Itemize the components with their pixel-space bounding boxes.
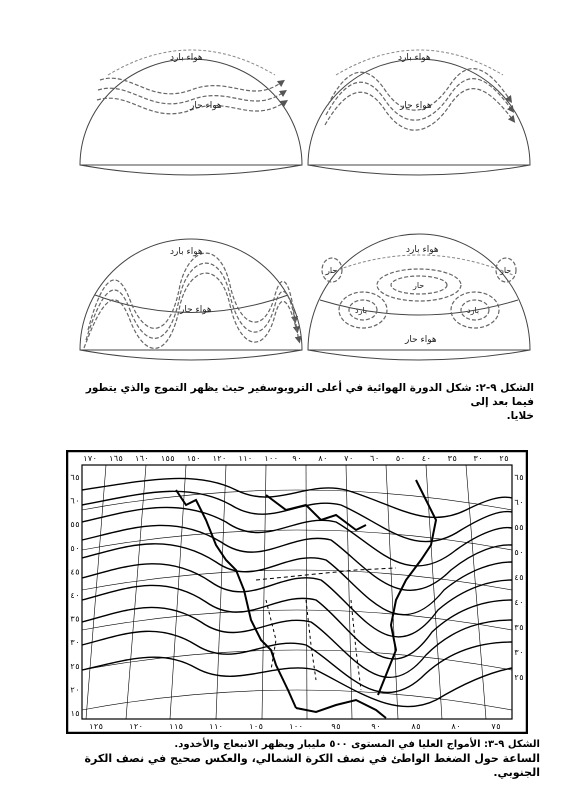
- map-tick-label: ٧٥: [491, 722, 501, 731]
- map-tick-label: ١٧٠: [82, 454, 98, 463]
- panel4-warm-label: هواء حار: [405, 335, 437, 345]
- map-tick-label: ٥٠: [70, 543, 80, 553]
- figure2-caption-line1: الشكل ٩-٣: الأمواج العليا في المستوى ٥٠٠ مليبار ويظهر الانبعاج والأخدود.: [174, 739, 540, 750]
- panel4-right-cell-cold-label: بارد: [467, 306, 480, 315]
- map-tick-label: ٦٥: [70, 473, 80, 482]
- hemisphere-panel-1: [80, 50, 302, 175]
- panel4-cold-label: هواء بارد: [406, 245, 439, 255]
- map-tick-label: ٩٥: [331, 722, 341, 731]
- map-tick-label: ٣٠: [514, 648, 524, 657]
- map-tick-label: ١١٠: [208, 722, 224, 731]
- map-tick-label: ١٠٠: [288, 722, 304, 731]
- upper-air-map: [66, 450, 528, 734]
- map-tick-label: ٩٠: [371, 722, 381, 731]
- map-tick-label: ١٢٠: [128, 722, 144, 731]
- map-tick-label: ١٢٠: [212, 454, 227, 463]
- map-tick-label: ٤٠: [421, 454, 432, 463]
- figure2-caption: [40, 738, 540, 780]
- figure1-caption: [66, 381, 534, 423]
- upper-air-map-svg: [66, 450, 528, 734]
- map-tick-label: ٣٥: [70, 614, 80, 624]
- map-tick-label: ٤٥: [70, 567, 80, 577]
- map-tick-label: ٦٥: [514, 473, 524, 482]
- map-tick-label: ٨٥: [411, 722, 421, 731]
- map-tick-label: ٢٥: [514, 673, 524, 682]
- figure1-caption-line1: الشكل ٩-٢: شكل الدورة الهوائية في أعلى التروبوسفير حيث يظهر التموج والذي يتطور فيما بعد إلى: [85, 382, 534, 408]
- map-tick-label: ٩٠: [292, 454, 302, 463]
- panel3-warm-label: هواء حار: [180, 305, 212, 315]
- hemisphere-panel-2: [308, 50, 530, 175]
- hemisphere-figure: [70, 30, 540, 370]
- map-tick-label: ٢٥: [499, 454, 509, 463]
- figure1-caption-line2: خلايا.: [506, 410, 534, 422]
- map-tick-label: ٦٠: [369, 454, 380, 463]
- map-tick-label: ٣٠: [473, 454, 483, 463]
- map-tick-label: ١٦٥: [108, 454, 124, 463]
- map-tick-label: ١٥٠: [186, 454, 201, 463]
- map-tick-label: ٨٠: [318, 454, 328, 463]
- map-tick-label: ٤٥: [514, 573, 524, 582]
- map-tick-label: ١٠٥: [248, 722, 264, 731]
- map-tick-label: ٣٠: [70, 638, 80, 648]
- map-tick-label: ٥٠: [514, 548, 524, 557]
- panel4-left-cell-warm-label: حار: [326, 266, 338, 275]
- map-tick-label: ٤٠: [70, 591, 80, 600]
- map-tick-label: ٨٠: [451, 722, 461, 731]
- map-tick-label: ١٢٥: [88, 722, 104, 731]
- hemisphere-panel-4: [308, 234, 530, 360]
- map-tick-label: ٣٥: [447, 454, 458, 463]
- map-tick-label: ٦٠: [70, 496, 80, 506]
- map-tick-label: ١٥: [70, 709, 80, 718]
- figure2-caption-line2: الساعة حول الضغط الواطئ في نصف الكرة الشمالي، والعكس صحيح في نصف الكرة الجنوبي.: [84, 752, 540, 779]
- map-tick-label: ١٠٠: [263, 454, 279, 463]
- panel2-warm-label: هواء حار: [400, 101, 432, 111]
- panel1-warm-label: هواء حار: [190, 101, 222, 111]
- map-right-ticks: [514, 473, 524, 682]
- panel3-cold-label: هواء بارد: [170, 247, 203, 257]
- map-tick-label: ٥٥: [70, 520, 80, 530]
- panel4-left-cell-cold-label: بارد: [355, 306, 368, 315]
- hemisphere-panel-3: [80, 239, 302, 360]
- map-tick-label: ٢٠: [70, 685, 80, 695]
- map-tick-label: ٢٥: [70, 661, 80, 671]
- panel2-cold-label: هواء بارد: [398, 53, 431, 63]
- panel4-right-cell-warm-label: حار: [500, 266, 512, 275]
- map-tick-label: ٤٠: [514, 598, 524, 607]
- map-tick-label: ٦٠: [514, 498, 524, 507]
- panel4-center-warm-label: حار: [413, 281, 425, 290]
- map-tick-label: ٣٥: [514, 623, 524, 632]
- map-tick-label: ٥٠: [395, 454, 406, 463]
- map-tick-label: ٥٥: [514, 523, 524, 532]
- map-tick-label: ١٦٠: [134, 454, 149, 463]
- panel1-cold-label: هواء بارد: [170, 53, 203, 63]
- map-tick-label: ١٥٥: [160, 454, 175, 463]
- map-tick-label: ١١٥: [168, 722, 184, 731]
- map-tick-label: ٧٠: [343, 454, 354, 463]
- map-tick-label: ١١٠: [238, 454, 253, 463]
